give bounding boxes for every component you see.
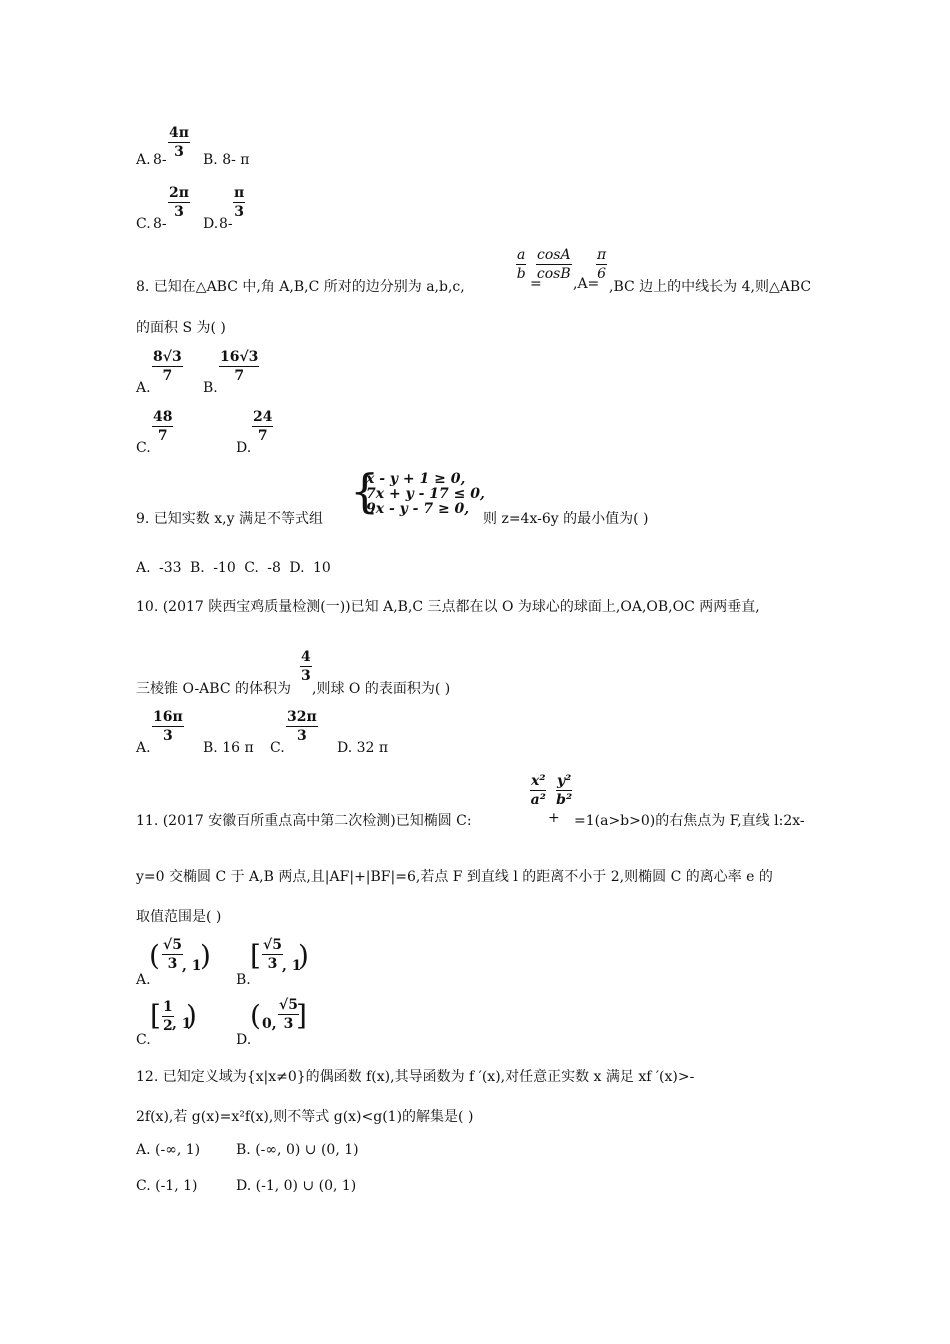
q12-line-1: 12. 已知定义域为{x|x≠0}的偶函数 f(x),其导函数为 f ′(x),对任意正实数 x 满足 xf ′(x)>- bbox=[136, 1069, 695, 1085]
q11-option-c-open: [ bbox=[150, 999, 161, 1032]
q12-option-c: C. (-1, 1) bbox=[136, 1178, 198, 1194]
q11-line-2: y=0 交椭圆 C 于 A,B 两点,且|AF|+|BF|=6,若点 F 到直线 l 的距离不小于 2,则椭圆 C 的离心率 e 的 bbox=[136, 869, 773, 885]
q11-option-b-open: [ bbox=[250, 939, 261, 972]
q7-option-a-prefix: 8- bbox=[153, 152, 167, 168]
q10-option-c-fraction: $\frac{32\pi}{3}$ bbox=[287, 709, 317, 744]
q9-inequality-system bbox=[366, 472, 485, 517]
q11-option-b-rest: , 1 bbox=[282, 958, 302, 974]
q10-option-a-label: A. bbox=[136, 740, 151, 756]
q9-tail-text: 则 z=4x-6y 的最小值为( ) bbox=[483, 511, 649, 527]
q11-option-d-lead: 0, bbox=[262, 1016, 277, 1032]
q11-option-c-label: C. bbox=[136, 1032, 151, 1048]
q9-options: A. -33 B. -10 C. -8 D. 10 bbox=[136, 560, 331, 576]
q7-option-d-fraction: $\frac{\pi}{3}$ bbox=[234, 185, 245, 220]
q10-option-a-fraction: $\frac{16\pi}{3}$ bbox=[153, 709, 183, 744]
q8-line-2: 的面积 S 为( ) bbox=[136, 320, 226, 336]
q8-option-b-fraction: $\frac{16√3}{7}$ bbox=[220, 349, 259, 384]
q8-tail-text: ,BC 边上的中线长为 4,则△ABC bbox=[609, 279, 812, 295]
q10-line-2-lead: 三棱锥 O-ABC 的体积为 bbox=[136, 681, 291, 697]
q8-option-a-fraction: $\frac{8√3}{7}$ bbox=[153, 349, 182, 384]
q7-option-a-label: A. bbox=[136, 152, 151, 168]
q11-option-c-fraction: $\frac{1}{2}$ bbox=[163, 999, 173, 1034]
q8-fraction-pi-6: $\frac{\pi}{6}$ bbox=[597, 247, 607, 282]
q9-system-brace: { bbox=[350, 464, 380, 518]
q11-option-c-rest: , 1 bbox=[172, 1016, 192, 1032]
q11-plus: + bbox=[548, 810, 560, 826]
q11-option-a-rest: , 1 bbox=[182, 958, 202, 974]
q8-angle-a: ,A= bbox=[573, 276, 600, 292]
q7-option-d-label: D. bbox=[203, 216, 219, 232]
q8-option-b-label: B. bbox=[203, 380, 218, 396]
q8-equals: = bbox=[530, 276, 542, 292]
q11-option-a-close: ) bbox=[200, 939, 211, 972]
q9-inequality-2: 7x + y - 17 ≤ 0, bbox=[366, 486, 485, 502]
q11-option-b-label: B. bbox=[236, 972, 251, 988]
q11-option-a-open: ( bbox=[149, 939, 160, 972]
q8-option-a-label: A. bbox=[136, 380, 151, 396]
q11-fraction-y2-b2: $\frac{\text{y²}}{\text{b²}}$ bbox=[556, 773, 573, 808]
q7-option-c-fraction: $\frac{2\pi}{3}$ bbox=[169, 185, 189, 220]
q9-inequality-3: 9x - y - 7 ≥ 0, bbox=[366, 501, 470, 517]
q11-option-b-fraction: $\frac{√5}{3}$ bbox=[263, 937, 282, 972]
q10-fraction-4-3: $\frac{4}{3}$ bbox=[301, 649, 311, 684]
q8-option-d-fraction: $\frac{24}{7}$ bbox=[253, 409, 273, 444]
q8-option-d-label: D. bbox=[236, 440, 252, 456]
q11-option-d-close: ] bbox=[296, 999, 307, 1032]
q11-option-b-close: ) bbox=[298, 939, 309, 972]
q11-fraction-x2-a2: $\frac{\text{x²}}{\text{a²}}$ bbox=[530, 773, 546, 808]
q8-lead-text: 8. 已知在△ABC 中,角 A,B,C 所对的边分别为 a,b,c, bbox=[136, 279, 465, 295]
q10-line-1: 10. (2017 陕西宝鸡质量检测(一))已知 A,B,C 三点都在以 O 为球心的球面上,OA,OB,OC 两两垂直, bbox=[136, 599, 760, 615]
q8-option-c-fraction: $\frac{48}{7}$ bbox=[153, 409, 173, 444]
q8-fraction-a-b: $\frac{a}{b}$ bbox=[516, 247, 526, 282]
q11-option-a-fraction: $\frac{√5}{3}$ bbox=[163, 937, 182, 972]
q11-option-a-label: A. bbox=[136, 972, 151, 988]
q9-inequality-1: x - y + 1 ≥ 0, bbox=[366, 471, 466, 487]
q11-option-d-label: D. bbox=[236, 1032, 252, 1048]
q12-option-d: D. (-1, 0) ∪ (0, 1) bbox=[236, 1178, 357, 1194]
q10-option-d: D. 32 π bbox=[337, 740, 389, 756]
q11-line-3: 取值范围是( ) bbox=[136, 909, 222, 925]
q10-line-2-tail: ,则球 O 的表面积为( ) bbox=[312, 681, 451, 697]
q7-option-b: B. 8- π bbox=[203, 152, 250, 168]
q10-option-b: B. 16 π bbox=[203, 740, 254, 756]
q11-option-d-fraction: $\frac{√5}{3}$ bbox=[279, 997, 298, 1032]
q8-fraction-cos: $\frac{\cos A}{\cos B}$ bbox=[536, 247, 571, 282]
q7-option-c-label: C. bbox=[136, 216, 151, 232]
q7-option-a-fraction: $\frac{4\pi}{3}$ bbox=[169, 125, 189, 160]
q12-option-b: B. (-∞, 0) ∪ (0, 1) bbox=[236, 1142, 359, 1158]
q11-option-d-open: ( bbox=[250, 999, 261, 1032]
q11-option-c-close: ) bbox=[186, 999, 197, 1032]
q9-lead-text: 9. 已知实数 x,y 满足不等式组 bbox=[136, 511, 323, 527]
q11-lead-text: 11. (2017 安徽百所重点高中第二次检测)已知椭圆 C: bbox=[136, 813, 472, 829]
q12-option-a: A. (-∞, 1) bbox=[136, 1142, 201, 1158]
q11-tail-text: =1(a>b>0)的右焦点为 F,直线 l:2x- bbox=[574, 813, 805, 829]
q7-option-d-prefix: 8- bbox=[219, 216, 233, 232]
q8-option-c-label: C. bbox=[136, 440, 151, 456]
q10-option-c-label: C. bbox=[270, 740, 285, 756]
q7-option-c-prefix: 8- bbox=[153, 216, 167, 232]
q12-line-2: 2f(x),若 g(x)=x²f(x),则不等式 g(x)<g(1)的解集是( ) bbox=[136, 1109, 474, 1125]
